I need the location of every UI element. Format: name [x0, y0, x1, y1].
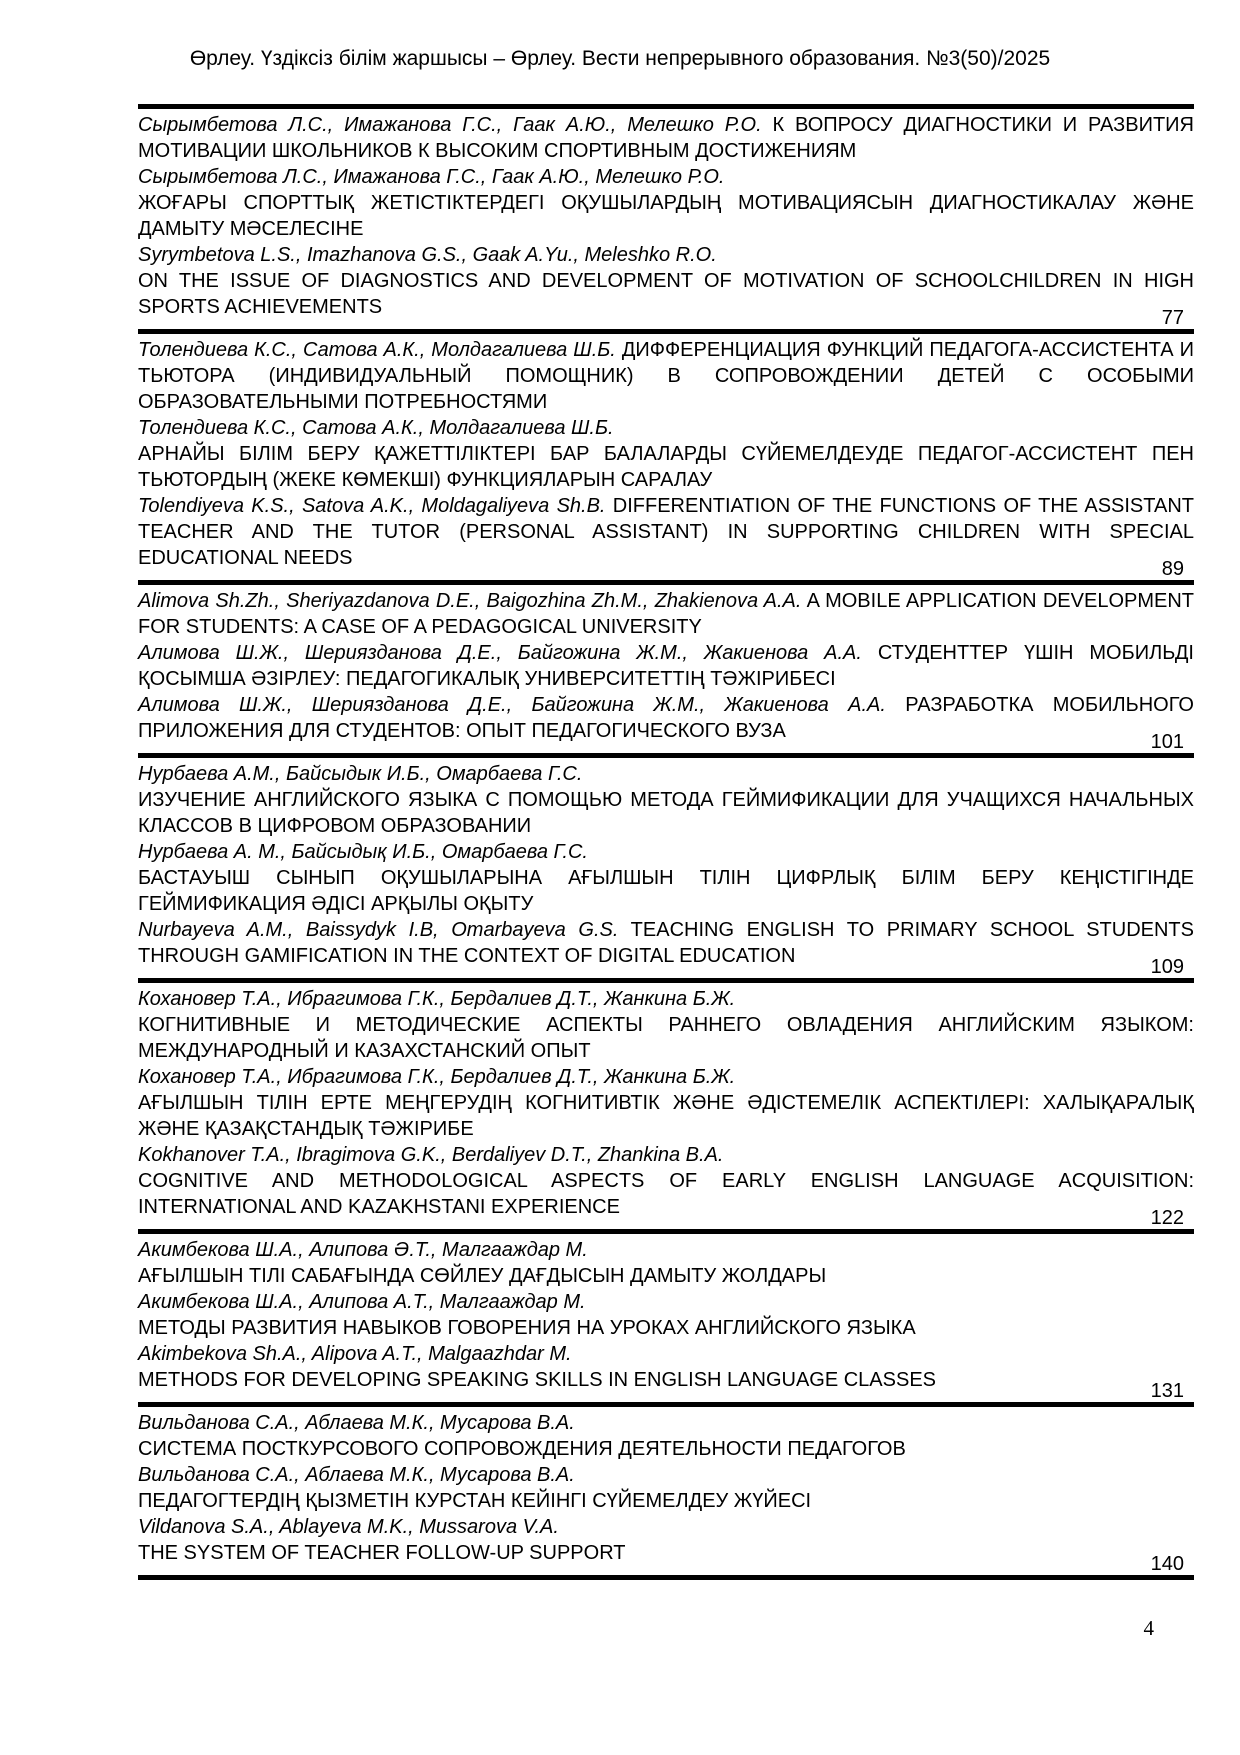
author-names: Nurbayeva A.M., Baissydyk I.B, Omarbayeva G.S.	[138, 919, 619, 941]
author-names: Syrymbetova L.S., Imazhanova G.S., Gaak A.Yu., Meleshko R.O.	[138, 244, 717, 266]
toc-entry-text	[138, 1410, 1194, 1566]
toc-entry-page-number: 122	[1145, 1208, 1184, 1229]
article-title: ON THE ISSUE OF DIAGNOSTICS AND DEVELOPMENT OF MOTIVATION OF SCHOOLCHILDREN IN HIGH SPORTS ACHIEVEMENTS	[138, 270, 1194, 318]
author-names: Алимова Ш.Ж., Шериязданова Д.Е., Байгожина Ж.М., Жакиенова А.А.	[138, 642, 862, 664]
toc-entry-page-number: 109	[1145, 957, 1184, 978]
toc-paragraph	[138, 1012, 1194, 1064]
article-title: ПЕДАГОГТЕРДІҢ ҚЫЗМЕТІН КУРСТАН КЕЙІНГІ СҮЙЕМЕЛДЕУ ЖҮЙЕСІ	[138, 1490, 812, 1512]
toc-paragraph	[138, 1090, 1194, 1142]
toc-paragraph	[138, 493, 1194, 571]
toc-entry	[138, 585, 1194, 758]
article-title: БАСТАУЫШ СЫНЫП ОҚУШЫЛАРЫНА АҒЫЛШЫН ТІЛІН ЦИФРЛЫҚ БІЛІМ БЕРУ КЕҢІСТІГІНДЕ ГЕЙМИФИКАЦИЯ ӘДІСІ АРҚЫЛЫ ОҚЫТУ	[138, 867, 1194, 915]
toc-entry	[138, 1407, 1194, 1580]
article-title: СИСТЕМА ПОСТКУРСОВОГО СОПРОВОЖДЕНИЯ ДЕЯТЕЛЬНОСТИ ПЕДАГОГОВ	[138, 1438, 906, 1460]
toc-paragraph	[138, 1064, 1194, 1090]
toc-entry-text	[138, 588, 1194, 744]
toc-paragraph	[138, 1315, 1194, 1341]
toc-entry-text	[138, 337, 1194, 571]
toc-entry	[138, 1234, 1194, 1407]
toc-entry-text	[138, 761, 1194, 969]
toc-entry-page-number: 77	[1156, 308, 1184, 329]
author-names: Кохановер Т.А., Ибрагимова Г.К., Бердалиев Д.Т., Жанкина Б.Ж.	[138, 1066, 736, 1088]
toc-paragraph	[138, 1237, 1194, 1263]
toc-list	[138, 104, 1194, 1580]
author-names: Кохановер Т.А., Ибрагимова Г.К., Бердалиев Д.Т., Жанкина Б.Ж.	[138, 988, 736, 1010]
article-title: АҒЫЛШЫН ТІЛІ САБАҒЫНДА СӨЙЛЕУ ДАҒДЫСЫН ДАМЫТУ ЖОЛДАРЫ	[138, 1265, 827, 1287]
toc-paragraph	[138, 761, 1194, 787]
article-title: COGNITIVE AND METHODOLOGICAL ASPECTS OF EARLY ENGLISH LANGUAGE ACQUISITION: INTERNATIONAL AND KAZAKHSTANI EXPERIENCE	[138, 1170, 1194, 1218]
article-title: АРНАЙЫ БІЛІМ БЕРУ ҚАЖЕТТІЛІКТЕРІ БАР БАЛАЛАРДЫ СҮЙЕМЕЛДЕУДЕ ПЕДАГОГ-АССИСТЕНТ ПЕН ТЬЮТОРДЫҢ (ЖЕКЕ КӨМЕКШІ) ФУНКЦИЯЛАРЫН САРАЛАУ	[138, 443, 1194, 491]
article-title: К ВОПРОСУ ДИАГНОСТИКИ И РАЗВИТИЯ МОТИВАЦИИ ШКОЛЬНИКОВ К ВЫСОКИМ СПОРТИВНЫМ ДОСТИЖЕНИЯМ	[138, 114, 1194, 162]
toc-paragraph	[138, 1289, 1194, 1315]
toc-entry	[138, 109, 1194, 334]
author-names: Akimbekova Sh.A., Alipova A.T., Malgaazhdar M.	[138, 1343, 572, 1365]
article-title: THE SYSTEM OF TEACHER FOLLOW-UP SUPPORT	[138, 1542, 626, 1564]
toc-paragraph	[138, 1436, 1194, 1462]
author-names: Vildanova S.A., Ablayeva M.K., Mussarova V.A.	[138, 1516, 559, 1538]
toc-paragraph	[138, 242, 1194, 268]
page-number-footer: 4	[1143, 1616, 1154, 1640]
toc-paragraph	[138, 865, 1194, 917]
toc-paragraph	[138, 112, 1194, 164]
toc-paragraph	[138, 441, 1194, 493]
toc-paragraph	[138, 839, 1194, 865]
author-names: Толендиева К.С., Сатова А.К., Молдагалиева Ш.Б.	[138, 417, 614, 439]
author-names: Нурбаева А.М., Байсыдык И.Б., Омарбаева Г.С.	[138, 763, 583, 785]
toc-entry-page-number: 101	[1145, 732, 1184, 753]
article-title: ИЗУЧЕНИЕ АНГЛИЙСКОГО ЯЗЫКА С ПОМОЩЬЮ МЕТОДА ГЕЙМИФИКАЦИИ ДЛЯ УЧАЩИХСЯ НАЧАЛЬНЫХ КЛАССОВ В ЦИФРОВОМ ОБРАЗОВАНИИ	[138, 789, 1194, 837]
toc-paragraph	[138, 164, 1194, 190]
toc-paragraph	[138, 986, 1194, 1012]
toc-paragraph	[138, 1540, 1194, 1566]
toc-paragraph	[138, 588, 1194, 640]
article-title: МЕТОДЫ РАЗВИТИЯ НАВЫКОВ ГОВОРЕНИЯ НА УРОКАХ АНГЛИЙСКОГО ЯЗЫКА	[138, 1317, 916, 1339]
article-title: DIFFERENTIATION OF THE FUNCTIONS OF THE ASSISTANT TEACHER AND THE TUTOR (PERSONAL ASSISTANT) IN SUPPORTING CHILDREN WITH SPECIAL EDUCATIONAL NEEDS	[138, 495, 1194, 569]
toc-paragraph	[138, 787, 1194, 839]
author-names: Tolendiyeva K.S., Satova A.K., Moldagaliyeva Sh.B.	[138, 495, 606, 517]
author-names: Акимбекова Ш.А., Алипова Ә.Т., Малгааждар М.	[138, 1239, 588, 1261]
toc-paragraph	[138, 640, 1194, 692]
toc-paragraph	[138, 268, 1194, 320]
toc-paragraph	[138, 415, 1194, 441]
toc-paragraph	[138, 1410, 1194, 1436]
author-names: Толендиева К.С., Сатова А.К., Молдагалиева Ш.Б.	[138, 339, 616, 361]
toc-paragraph	[138, 1462, 1194, 1488]
toc-entry-text	[138, 1237, 1194, 1393]
article-title: РАЗРАБОТКА МОБИЛЬНОГО ПРИЛОЖЕНИЯ ДЛЯ СТУДЕНТОВ: ОПЫТ ПЕДАГОГИЧЕСКОГО ВУЗА	[138, 694, 1194, 742]
toc-entry-text	[138, 112, 1194, 320]
toc-paragraph	[138, 692, 1194, 744]
toc-paragraph	[138, 1341, 1194, 1367]
toc-paragraph	[138, 1367, 1194, 1393]
author-names: Вильданова С.А., Аблаева М.К., Мусарова В.А.	[138, 1412, 575, 1434]
article-title: TEACHING ENGLISH TO PRIMARY SCHOOL STUDENTS THROUGH GAMIFICATION IN THE CONTEXT OF DIGITAL EDUCATION	[138, 919, 1194, 967]
author-names: Alimova Sh.Zh., Sheriyazdanova D.E., Baigozhina Zh.M., Zhakienova A.A.	[138, 590, 802, 612]
author-names: Kokhanover T.A., Ibragimova G.K., Berdaliyev D.T., Zhankina B.A.	[138, 1144, 724, 1166]
toc-entry-page-number: 131	[1145, 1381, 1184, 1402]
toc-entry	[138, 758, 1194, 983]
article-title: ДИФФЕРЕНЦИАЦИЯ ФУНКЦИЙ ПЕДАГОГА-АССИСТЕНТА И ТЬЮТОРА (ИНДИВИДУАЛЬНЫЙ ПОМОЩНИК) В СОПРОВОЖДЕНИИ ДЕТЕЙ С ОСОБЫМИ ОБРАЗОВАТЕЛЬНЫМИ ПОТРЕБНОСТЯМИ	[138, 339, 1195, 413]
toc-paragraph	[138, 1142, 1194, 1168]
toc-paragraph	[138, 1168, 1194, 1220]
toc-entry	[138, 334, 1194, 585]
toc-entry-page-number: 140	[1145, 1554, 1184, 1575]
article-title: A MOBILE APPLICATION DEVELOPMENT FOR STUDENTS: A CASE OF A PEDAGOGICAL UNIVERSITY	[138, 590, 1194, 638]
toc-paragraph	[138, 1514, 1194, 1540]
toc-paragraph	[138, 190, 1194, 242]
toc-paragraph	[138, 917, 1194, 969]
toc-entry-page-number: 89	[1156, 559, 1184, 580]
article-title: METHODS FOR DEVELOPING SPEAKING SKILLS IN ENGLISH LANGUAGE CLASSES	[138, 1369, 936, 1391]
article-title: СТУДЕНТТЕР ҮШІН МОБИЛЬДІ ҚОСЫМША ӘЗІРЛЕУ: ПЕДАГОГИКАЛЫҚ УНИВЕРСИТЕТТІҢ ТӘЖІРИБЕСІ	[138, 642, 1194, 690]
article-title: ЖОҒАРЫ СПОРТТЫҚ ЖЕТІСТІКТЕРДЕГІ ОҚУШЫЛАРДЫҢ МОТИВАЦИЯСЫН ДИАГНОСТИКАЛАУ ЖӘНЕ ДАМЫТУ МӘСЕЛЕСІНЕ	[138, 192, 1194, 240]
author-names: Алимова Ш.Ж., Шериязданова Д.Е., Байгожина Ж.М., Жакиенова А.А.	[138, 694, 886, 716]
article-title: КОГНИТИВНЫЕ И МЕТОДИЧЕСКИЕ АСПЕКТЫ РАННЕГО ОВЛАДЕНИЯ АНГЛИЙСКИМ ЯЗЫКОМ: МЕЖДУНАРОДНЫЙ И КАЗАХСТАНСКИЙ ОПЫТ	[138, 1014, 1194, 1062]
article-title: АҒЫЛШЫН ТІЛІН ЕРТЕ МЕҢГЕРУДІҢ КОГНИТИВТІК ЖӘНЕ ӘДІСТЕМЕЛІК АСПЕКТІЛЕРІ: ХАЛЫҚАРАЛЫҚ ЖӘНЕ ҚАЗАҚСТАНДЫҚ ТӘЖІРИБЕ	[138, 1092, 1194, 1140]
toc-paragraph	[138, 1263, 1194, 1289]
author-names: Акимбекова Ш.А., Алипова А.Т., Малгааждар М.	[138, 1291, 586, 1313]
toc-entry-text	[138, 986, 1194, 1220]
toc-entry	[138, 983, 1194, 1234]
author-names: Нурбаева А. М., Байсыдық И.Б., Омарбаева Г.С.	[138, 841, 588, 863]
toc-paragraph	[138, 337, 1194, 415]
running-header: Өрлеу. Үздіксіз білім жаршысы – Өрлеу. Вести непрерывного образования. №3(50)/2025	[189, 47, 1051, 70]
author-names: Сырымбетова Л.С., Имажанова Г.С., Гаак А.Ю., Мелешко Р.О.	[138, 114, 762, 136]
author-names: Вильданова С.А., Аблаева М.К., Мусарова В.А.	[138, 1464, 575, 1486]
author-names: Сырымбетова Л.С., Имажанова Г.С., Гаак А.Ю., Мелешко Р.О.	[138, 166, 725, 188]
toc-paragraph	[138, 1488, 1194, 1514]
